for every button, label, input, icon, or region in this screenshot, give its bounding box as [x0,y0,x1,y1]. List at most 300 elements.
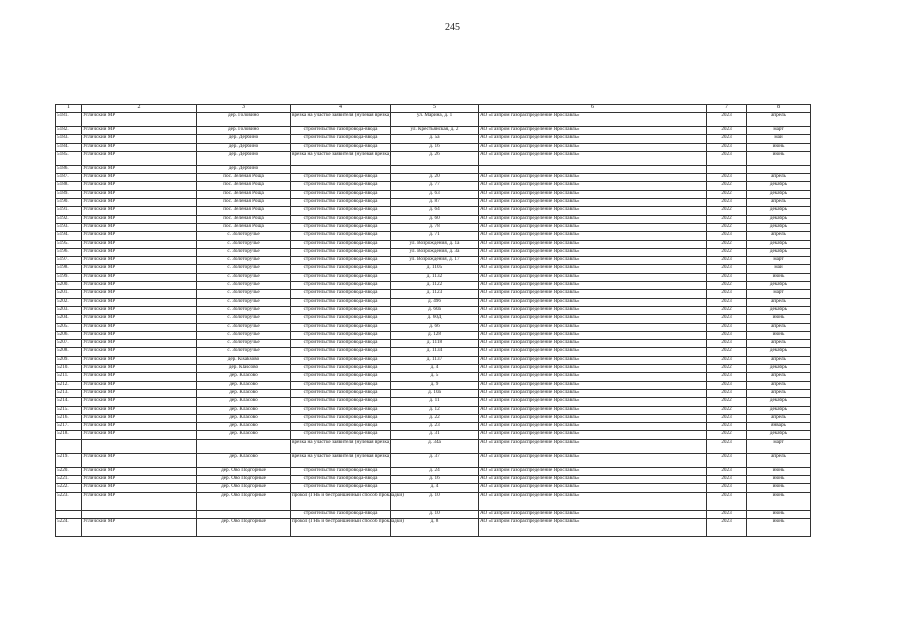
district-cell: Угличский МР [82,340,197,348]
locality-cell: дер. Ово Подгорные [197,484,291,492]
address-cell: д. 1118 [391,340,479,348]
address-cell: д. 24 [391,467,479,475]
work-type-cell: строительство газопровода-ввода [291,199,391,207]
district-cell: Угличский МР [82,484,197,492]
year-cell: 2023 [707,467,747,475]
locality-cell: дер. Класово [197,414,291,422]
year-cell: 2023 [707,290,747,298]
row-number: 5190. [56,199,82,207]
row-number: 5213. [56,389,82,397]
locality-cell: дер. Ово Подгорные [197,492,291,510]
address-cell: д. 20 [391,174,479,182]
row-number: 5188. [56,182,82,190]
year-cell: 2022 [707,215,747,223]
locality-cell: дер. Класово [197,423,291,431]
month-cell: июнь [747,475,811,483]
month-cell: апрель [747,381,811,389]
work-type-cell: строительство газопровода-ввода [291,484,391,492]
locality-cell: дер. Дербино [197,143,291,151]
district-cell: Угличский МР [82,431,197,439]
work-type-cell: врезка на участке заявителя (нулевая врезка) [291,113,391,127]
month-cell: март [747,290,811,298]
row-number: 5189. [56,190,82,198]
organization-cell: АО «Газпром газораспределение Ярославль» [479,190,707,198]
table-row [56,348,811,356]
year-cell: 2022 [707,398,747,406]
work-type-cell: строительство газопровода-ввода [291,389,391,397]
work-type-cell: строительство газопровода-ввода [291,398,391,406]
header-cell: 4 [291,105,391,113]
address-cell: д. 77 [391,182,479,190]
month-cell: декабрь [747,223,811,231]
year-cell: 2022 [707,182,747,190]
locality-cell: дер. Кisaksово [197,356,291,364]
address-cell: д. 128 [391,331,479,339]
table-row [56,315,811,323]
district-cell: Угличский МР [82,414,197,422]
year-cell: 2023 [707,199,747,207]
organization-cell: АО «Газпром газораспределение Ярославль» [479,306,707,314]
month-cell: декабрь [747,306,811,314]
organization-cell: АО «Газпром газораспределение Ярославль» [479,127,707,135]
locality-cell: дер. Класово [197,389,291,397]
month-cell: декабрь [747,240,811,248]
address-cell: д. 1134 [391,348,479,356]
district-cell: Угличский МР [82,475,197,483]
organization-cell: АО «Газпром газораспределение Ярославль» [479,518,707,536]
year-cell: 2023 [707,315,747,323]
organization-cell: АО «Газпром газораспределение Ярославль» [479,414,707,422]
year-cell: 2023 [707,135,747,143]
district-cell: Угличский МР [82,232,197,240]
year-cell: 2023 [707,518,747,536]
row-number: 5197. [56,257,82,265]
row-number: 5185. [56,151,82,165]
address-cell: ул. Возрождения, д. 17 [391,257,479,265]
address-cell: д. 10 [391,492,479,510]
address-cell: ул. Крестьянская, д. 2 [391,127,479,135]
row-number [56,439,82,453]
address-cell: д. 26 [391,151,479,165]
locality-cell: с. Золоторучье [197,340,291,348]
table-row [56,151,811,165]
month-cell: декабрь [747,398,811,406]
work-type-cell: строительство газопровода-ввода [291,273,391,281]
month-cell: апрель [747,174,811,182]
district-cell: Угличский МР [82,389,197,397]
header-cell: 3 [197,105,291,113]
locality-cell: дер. Класово [197,406,291,414]
district-cell: Угличский МР [82,356,197,364]
organization-cell: АО «Газпром газораспределение Ярославль» [479,113,707,127]
row-number: 5181. [56,113,82,127]
row-number: 5184. [56,143,82,151]
year-cell: 2023 [707,381,747,389]
month-cell: январь [747,423,811,431]
work-type-cell: строительство газопровода-ввода [291,223,391,231]
district-cell: Угличский МР [82,215,197,223]
year-cell: 2022 [707,240,747,248]
organization-cell: АО «Газпром газораспределение Ярославль» [479,143,707,151]
organization-cell: АО «Газпром газораспределение Ярославль» [479,475,707,483]
row-number: 5198. [56,265,82,273]
row-number: 5195. [56,240,82,248]
year-cell: 2023 [707,423,747,431]
district-cell: Угличский МР [82,331,197,339]
organization-cell: АО «Газпром газораспределение Ярославль» [479,453,707,467]
month-cell: июнь [747,315,811,323]
year-cell: 2023 [707,265,747,273]
month-cell: июнь [747,467,811,475]
work-type-cell: строительство газопровода-ввода [291,282,391,290]
district-cell: Угличский МР [82,406,197,414]
address-cell: д. 16 [391,475,479,483]
row-number: 5214. [56,398,82,406]
month-cell: декабрь [747,190,811,198]
row-number: 5207. [56,340,82,348]
work-type-cell: строительство газопровода-ввода [291,423,391,431]
locality-cell: дер. Класово [197,453,291,467]
address-cell: ул. Марина, д. 1 [391,113,479,127]
address-cell: д. 63 [391,190,479,198]
district-cell: Угличский МР [82,298,197,306]
address-cell: д. 23 [391,423,479,431]
row-number: 5186. [56,165,82,173]
locality-cell: с. Золоторучье [197,257,291,265]
address-cell: д. 1122 [391,282,479,290]
row-number: 5191. [56,207,82,215]
year-cell: 2023 [707,492,747,510]
row-number: 5209. [56,356,82,364]
row-number: 5192. [56,215,82,223]
work-type-cell: строительство газопровода-ввода [291,340,391,348]
organization-cell: АО «Газпром газораспределение Ярославль» [479,373,707,381]
work-type-cell: строительство газопровода-ввода [291,475,391,483]
locality-cell: с. Золоторучье [197,348,291,356]
locality-cell: пос. Зеленая Роща [197,190,291,198]
year-cell: 2023 [707,331,747,339]
row-number: 5202. [56,298,82,306]
year-cell: 2023 [707,439,747,453]
locality-cell: дер. Дербино [197,165,291,173]
year-cell: 2023 [707,232,747,240]
district-cell: Угличский МР [82,467,197,475]
table-row [56,484,811,492]
address-cell: д. 60 [391,215,479,223]
address-cell: д. 496 [391,298,479,306]
work-type-cell: строительство газопровода-ввода [291,298,391,306]
district-cell: Угличский МР [82,190,197,198]
year-cell: 2022 [707,282,747,290]
month-cell: апрель [747,199,811,207]
table-row [56,518,811,536]
address-cell: д. 8 [391,518,479,536]
table-row [56,492,811,510]
month-cell: апрель [747,232,811,240]
address-cell: д. 60Д [391,315,479,323]
month-cell: июнь [747,151,811,165]
work-type-cell: строительство газопровода-ввода [291,315,391,323]
table-row [56,453,811,467]
work-type-cell: строительство газопровода-ввода [291,135,391,143]
address-cell: д. 87 [391,199,479,207]
year-cell: 2023 [707,151,747,165]
row-number: 5193. [56,223,82,231]
organization-cell: АО «Газпром газораспределение Ярославль» [479,257,707,265]
district-cell: Угличский МР [82,323,197,331]
organization-cell: АО «Газпром газораспределение Ярославль» [479,331,707,339]
row-number: 5206. [56,331,82,339]
locality-cell: с. Золоторучье [197,306,291,314]
locality-cell: пос. Зеленая Роща [197,174,291,182]
locality-cell: с. Золоторучье [197,232,291,240]
district-cell: Угличский МР [82,143,197,151]
year-cell: 2022 [707,406,747,414]
month-cell: май [747,265,811,273]
row-number: 5200. [56,282,82,290]
work-type-cell: строительство газопровода-ввода [291,265,391,273]
row-number: 5203. [56,306,82,314]
address-cell: д. 66 [391,323,479,331]
month-cell: апрель [747,453,811,467]
year-cell: 2023 [707,389,747,397]
month-cell: декабрь [747,431,811,439]
locality-cell: дер. Класово [197,431,291,439]
work-type-cell: врезка на участке заявителя (нулевая врезка) [291,151,391,165]
work-type-cell: строительство газопровода-ввода [291,414,391,422]
address-cell: ул. Возрождения, д. 3а [391,248,479,256]
district-cell: Угличский МР [82,174,197,182]
row-number: 5212. [56,381,82,389]
work-type-cell: прокол (ГНБ и бестраншейный способ прокладки) [291,518,391,536]
district-cell: Угличский МР [82,398,197,406]
year-cell: 2023 [707,257,747,265]
organization-cell: АО «Газпром газораспределение Ярославль» [479,315,707,323]
table-row [56,232,811,240]
month-cell: июнь [747,492,811,510]
organization-cell: АО «Газпром газораспределение Ярославль» [479,248,707,256]
district-cell: Угличский МР [82,135,197,143]
year-cell: 2022 [707,223,747,231]
month-cell: декабрь [747,348,811,356]
month-cell: декабрь [747,406,811,414]
month-cell: декабрь [747,207,811,215]
organization-cell: АО «Газпром газораспределение Ярославль» [479,323,707,331]
table-row [56,373,811,381]
header-cell: 8 [747,105,811,113]
organization-cell: АО «Газпром газораспределение Ярославль» [479,273,707,281]
address-cell: д. 1132 [391,273,479,281]
locality-cell: дер. Класово [197,373,291,381]
table-row [56,398,811,406]
row-number: 5183. [56,135,82,143]
work-type-cell: строительство газопровода-ввода [291,215,391,223]
organization-cell: АО «Газпром газораспределение Ярославль» [479,484,707,492]
address-cell: д. 64 [391,207,479,215]
month-cell: июнь [747,331,811,339]
organization-cell: АО «Газпром газораспределение Ярославль» [479,182,707,190]
district-cell: Угличский МР [82,207,197,215]
locality-cell: с. Золоторучье [197,290,291,298]
table-row [56,207,811,215]
organization-cell: АО «Газпром газораспределение Ярославль» [479,240,707,248]
month-cell: апрель [747,414,811,422]
year-cell: 2022 [707,190,747,198]
work-type-cell: строительство газопровода-ввода [291,290,391,298]
row-number: 5211. [56,373,82,381]
organization-cell: АО «Газпром газораспределение Ярославль» [479,232,707,240]
organization-cell: АО «Газпром газораспределение Ярославль» [479,340,707,348]
address-cell: д. 1123 [391,290,479,298]
table-row [56,439,811,453]
work-type-cell: строительство газопровода-ввода [291,240,391,248]
locality-cell: с. Золоторучье [197,331,291,339]
locality-cell: с. Золоторучье [197,298,291,306]
organization-cell: АО «Газпром газораспределение Ярославль» [479,406,707,414]
district-cell: Угличский МР [82,240,197,248]
address-cell: д. 5а [391,135,479,143]
locality-cell: дер. Ово Подгорные [197,475,291,483]
year-cell: 2023 [707,373,747,381]
year-cell: 2022 [707,365,747,373]
month-cell: декабрь [747,182,811,190]
locality-cell: дер. Ово Подгорные [197,467,291,475]
organization-cell: АО «Газпром газораспределение Ярославль» [479,381,707,389]
work-type-cell: строительство газопровода-ввода [291,182,391,190]
month-cell: апрель [747,373,811,381]
year-cell: 2023 [707,510,747,518]
address-cell: д. 5 [391,373,479,381]
month-cell: март [747,257,811,265]
district-cell [82,439,197,453]
organization-cell: АО «Газпром газораспределение Ярославль» [479,207,707,215]
work-type-cell: строительство газопровода-ввода [291,257,391,265]
work-type-cell: строительство газопровода-ввода [291,207,391,215]
district-cell: Угличский МР [82,248,197,256]
work-type-cell: строительство газопровода-ввода [291,431,391,439]
district-cell: Угличский МР [82,348,197,356]
work-type-cell: строительство газопровода-ввода [291,248,391,256]
table-row [56,135,811,143]
organization-cell: АО «Газпром газораспределение Ярославль» [479,423,707,431]
row-number: 5208. [56,348,82,356]
locality-cell: пос. Зеленая Роща [197,199,291,207]
district-cell: Угличский МР [82,453,197,467]
row-number: 5187. [56,174,82,182]
work-type-cell: строительство газопровода-ввода [291,365,391,373]
year-cell: 2022 [707,248,747,256]
organization-cell: АО «Газпром газораспределение Ярославль» [479,298,707,306]
address-cell: д. 10а [391,389,479,397]
organization-cell: АО «Газпром газораспределение Ярославль» [479,356,707,364]
organization-cell: АО «Газпром газораспределение Ярославль» [479,223,707,231]
district-cell: Угличский МР [82,127,197,135]
locality-cell: пос. Зеленая Роща [197,207,291,215]
district-cell: Угличский МР [82,113,197,127]
work-type-cell: строительство газопровода-ввода [291,323,391,331]
header-cell: 7 [707,105,747,113]
organization-cell: АО «Газпром газораспределение Ярославль» [479,431,707,439]
row-number: 5215. [56,406,82,414]
table-row [56,265,811,273]
table-row [56,431,811,439]
header-cell: 2 [82,105,197,113]
row-number: 5216. [56,414,82,422]
row-number: 5223. [56,492,82,510]
locality-cell: дер. Класово [197,381,291,389]
month-cell: июнь [747,143,811,151]
work-type-cell: строительство газопровода-ввода [291,331,391,339]
district-cell: Угличский МР [82,223,197,231]
year-cell: 2023 [707,273,747,281]
page-number: 245 [445,22,460,33]
locality-cell: дер. Дербино [197,135,291,143]
organization-cell: АО «Газпром газораспределение Ярославль» [479,199,707,207]
locality-cell: с. Золоторучье [197,315,291,323]
month-cell: июнь [747,273,811,281]
work-type-cell: строительство газопровода-ввода [291,232,391,240]
row-number: 5199. [56,273,82,281]
month-cell: декабрь [747,248,811,256]
work-type-cell: строительство газопровода-ввода [291,190,391,198]
month-cell: апрель [747,340,811,348]
year-cell: 2023 [707,127,747,135]
locality-cell: с. Золоторучье [197,323,291,331]
district-cell: Угличский МР [82,423,197,431]
work-type-cell: строительство газопровода-ввода [291,348,391,356]
work-type-cell: строительство газопровода-ввода [291,356,391,364]
address-cell: ул. Возрождения, д. 1а [391,240,479,248]
organization-cell: АО «Газпром газораспределение Ярославль» [479,398,707,406]
year-cell: 2023 [707,298,747,306]
year-cell: 2023 [707,356,747,364]
organization-cell: АО «Газпром газораспределение Ярославль» [479,265,707,273]
address-cell: д. 71 [391,232,479,240]
locality-cell: с. Золоторучье [197,265,291,273]
work-type-cell: врезка на участке заявителя (нулевая врезка) [291,439,391,453]
organization-cell: АО «Газпром газораспределение Ярославль» [479,215,707,223]
locality-cell: пос. Зеленая Роща [197,182,291,190]
month-cell: июнь [747,518,811,536]
district-cell: Угличский МР [82,151,197,165]
year-cell: 2022 [707,306,747,314]
work-type-cell: строительство газопровода-ввода [291,510,391,518]
month-cell: апрель [747,389,811,397]
row-number: 5194. [56,232,82,240]
work-type-cell: строительство газопровода-ввода [291,467,391,475]
header-cell: 5 [391,105,479,113]
organization-cell: АО «Газпром газораспределение Ярославль» [479,174,707,182]
year-cell: 2023 [707,484,747,492]
organization-cell: АО «Газпром газораспределение Ярославль» [479,492,707,510]
work-type-cell: строительство газопровода-ввода [291,127,391,135]
address-cell: д. 11 [391,398,479,406]
month-cell: апрель [747,323,811,331]
month-cell: апрель [747,298,811,306]
address-cell: д. 1105 [391,265,479,273]
row-number: 5210. [56,365,82,373]
year-cell: 2022 [707,348,747,356]
locality-cell: пос. Зеленая Роща [197,215,291,223]
locality-cell: дер. Ово Подгорные [197,518,291,536]
year-cell: 2023 [707,340,747,348]
row-number: 5218. [56,431,82,439]
organization-cell: АО «Газпром газораспределение Ярославль» [479,389,707,397]
organization-cell: АО «Газпром газораспределение Ярославль» [479,467,707,475]
address-cell: д. 16 [391,143,479,151]
row-number: 5219. [56,453,82,467]
month-cell: апрель [747,356,811,364]
